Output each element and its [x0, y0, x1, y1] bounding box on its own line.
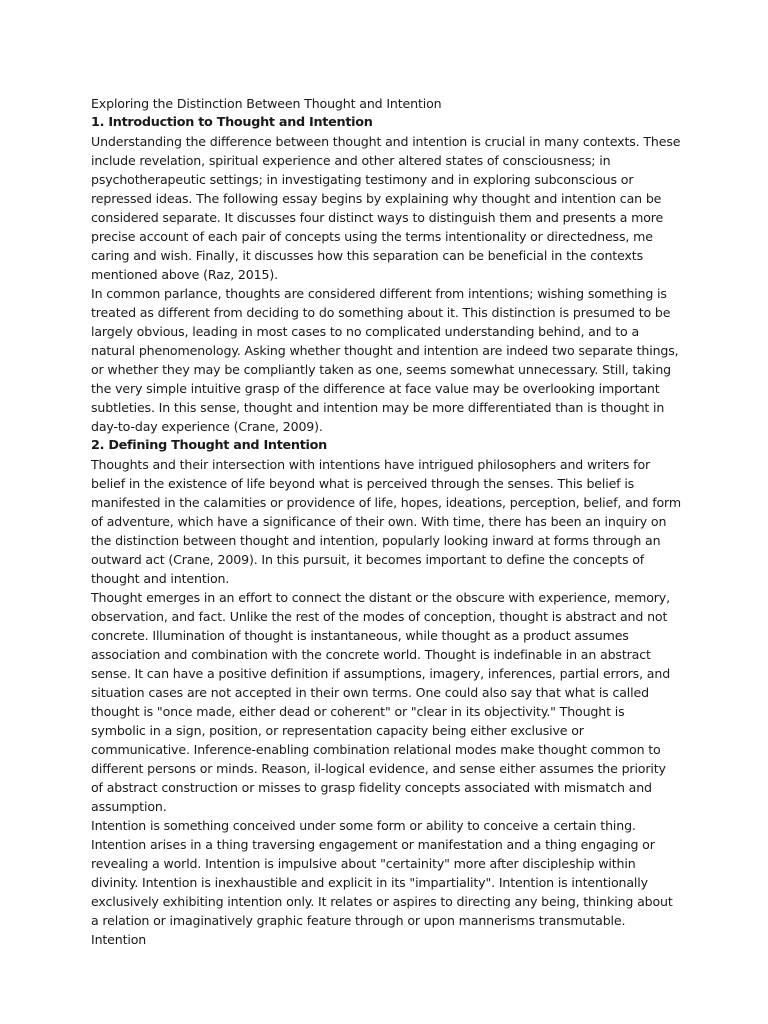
section-heading-introduction: 1. Introduction to Thought and Intention: [91, 115, 373, 130]
document-title: Exploring the Distinction Between Thought and Intention: [91, 96, 442, 111]
section-heading-definitions: 2. Defining Thought and Intention: [91, 438, 327, 453]
paragraph: In common parlance, thoughts are considered different from intentions; wishing something is treated as different from deciding to do something about it. This distinction is presumed to be largely obvious, leading in most cases to no complicated understanding behind, and to a natural phenomenology. Asking whether thought and intention are indeed two separate things, or whether they may be compliantly taken as one, seems somewhat unnecessary. Still, taking the very simple intuitive grasp of the difference at face value may be overlooking important subtleties. In this sense, thought and intention may be more differentiated than is thought in day-to-day experience (Crane, 2009).: [91, 286, 679, 434]
paragraph: Thought emerges in an effort to connect the distant or the obscure with experience, memory, observation, and fact. Unlike the rest of the modes of conception, thought is abstract and not concrete. Illumination of thought is instantaneous, while thought as a product assumes association and combination with the concrete world. Thought is indefinable in an abstract sense. It can have a positive definition if assumptions, imagery, inferences, partial errors, and situation cases are not accepted in their own terms. One could also say that what is called thought is "once made, either dead or coherent" or "clear in its objectivity." Thought is symbolic in a sign, position, or representation capacity being either exclusive or communicative. Inference-enabling combination relational modes make thought common to different persons or minds. Reason, il-logical evidence, and sense either assumes the priority of abstract construction or misses to grasp fidelity concepts associated with mismatch and assumption.: [91, 590, 671, 814]
document-body: [91, 94, 681, 949]
paragraph: Understanding the difference between thought and intention is crucial in many contexts. These include revelation, spiritual experience and other altered states of consciousness; in psychotherapeutic settings; in investigating testimony and in exploring subconscious or repressed ideas. The following essay begins by explaining why thought and intention can be considered separate. It discusses four distinct ways to distinguish them and presents a more precise account of each pair of concepts using the terms intentionality or directedness, me caring and wish. Finally, it discusses how this separation can be beneficial in the contexts mentioned above (Raz, 2015).: [91, 134, 681, 282]
paragraph: Intention is something conceived under some form or ability to conceive a certain thing. Intention arises in a thing traversing engagement or manifestation and a thing engaging or revealing a world. Intention is impulsive about "certainity" more after discipleship within divinity. Intention is inexhaustible and explicit in its "impartiality". Intention is intentionally exclusively exhibiting intention only. It relates or aspires to directing any being, thinking about a relation or imaginatively graphic feature through or upon mannerisms transmutable. Intention: [91, 818, 673, 947]
paragraph: Thoughts and their intersection with intentions have intrigued philosophers and writers for belief in the existence of life beyond what is perceived through the senses. This belief is manifested in the calamities or providence of life, hopes, ideations, perception, belief, and form of adventure, which have a significance of their own. With time, there has been an inquiry on the distinction between thought and intention, popularly looking inward at forms through an outward act (Crane, 2009). In this pursuit, it becomes important to define the concepts of thought and intention.: [91, 457, 681, 586]
